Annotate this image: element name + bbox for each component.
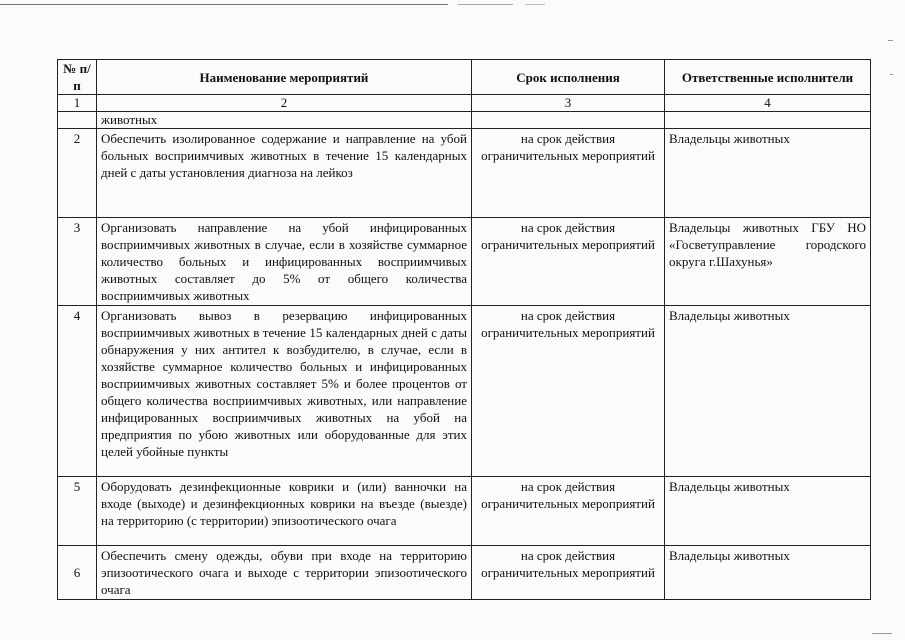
column-number: 3 xyxy=(472,95,665,112)
row-text: Оборудовать дезинфекционные коврики и (или) ванночки на входе (выходе) и дезинфекционных коврики на въезде (выезде) на территорию (с территории) эпизоотического очага xyxy=(97,477,472,546)
row-num: 3 xyxy=(58,218,97,306)
table-row xyxy=(58,129,871,218)
scan-mark xyxy=(872,633,892,634)
row-deadline: на срок действия ограничительных мероприятий xyxy=(472,546,665,600)
table-row xyxy=(58,218,871,306)
row-responsible: Владельцы животных ГБУ НО «Госветуправление городского округа г.Шахунья» xyxy=(665,218,871,306)
row-text: Организовать направление на убой инфицированных восприимчивых животных в случае, если в хозяйстве суммарное количество больных и инфицированных восприимчивых животных составляет до 5% от общего количества восприимчивых животных xyxy=(97,218,472,306)
row-responsible: Владельцы животных xyxy=(665,306,871,477)
row-text: Обеспечить изолированное содержание и направление на убой больных восприимчивых животных в течение 15 календарных дней с даты установления диагноза на лейкоз xyxy=(97,129,472,218)
row-deadline xyxy=(472,112,665,129)
row-num: 4 xyxy=(58,306,97,477)
row-responsible xyxy=(665,112,871,129)
scan-mark xyxy=(890,74,893,75)
row-deadline: на срок действия ограничительных мероприятий xyxy=(472,306,665,477)
table-row xyxy=(58,477,871,546)
top-scan-line-tail xyxy=(525,4,545,5)
table-row xyxy=(58,306,871,477)
row-num: 6 xyxy=(58,546,97,600)
header-responsible: Ответственные исполнители xyxy=(665,60,871,95)
column-number: 2 xyxy=(97,95,472,112)
row-deadline: на срок действия ограничительных мероприятий xyxy=(472,477,665,546)
row-responsible: Владельцы животных xyxy=(665,129,871,218)
row-num: 5 xyxy=(58,477,97,546)
measures-table xyxy=(57,59,871,600)
header-deadline: Срок исполнения xyxy=(472,60,665,95)
column-number-row xyxy=(58,95,871,112)
row-num: 2 xyxy=(58,129,97,218)
scan-mark xyxy=(888,40,893,41)
header-num: № п/п xyxy=(58,60,97,95)
header-name: Наименование мероприятий xyxy=(97,60,472,95)
continuation-text: животных xyxy=(97,112,472,129)
row-num xyxy=(58,112,97,129)
row-deadline: на срок действия ограничительных мероприятий xyxy=(472,218,665,306)
continuation-row xyxy=(58,112,871,129)
top-scan-line xyxy=(0,4,448,5)
row-responsible: Владельцы животных xyxy=(665,477,871,546)
row-responsible: Владельцы животных xyxy=(665,546,871,600)
column-number: 1 xyxy=(58,95,97,112)
header-row xyxy=(58,60,871,95)
row-text: Обеспечить смену одежды, обуви при входе на территорию эпизоотического очага и выходе с территории эпизоотического очага xyxy=(97,546,472,600)
column-number: 4 xyxy=(665,95,871,112)
table-row xyxy=(58,546,871,600)
row-text: Организовать вывоз в резервацию инфицированных восприимчивых животных в течение 15 календарных дней с даты обнаружения у них антител к возбудителю, в случае, если в хозяйстве суммарное количество больных и инфицированных восприимчивых животных составляет 5% и более процентов от общего количества восприимчивых животных, или направление инфицированных восприимчивых животных на убой на предприятия по убою животных или оборудованные для этих целей убойные пункты xyxy=(97,306,472,477)
top-scan-line-short xyxy=(458,4,513,5)
row-deadline: на срок действия ограничительных мероприятий xyxy=(472,129,665,218)
